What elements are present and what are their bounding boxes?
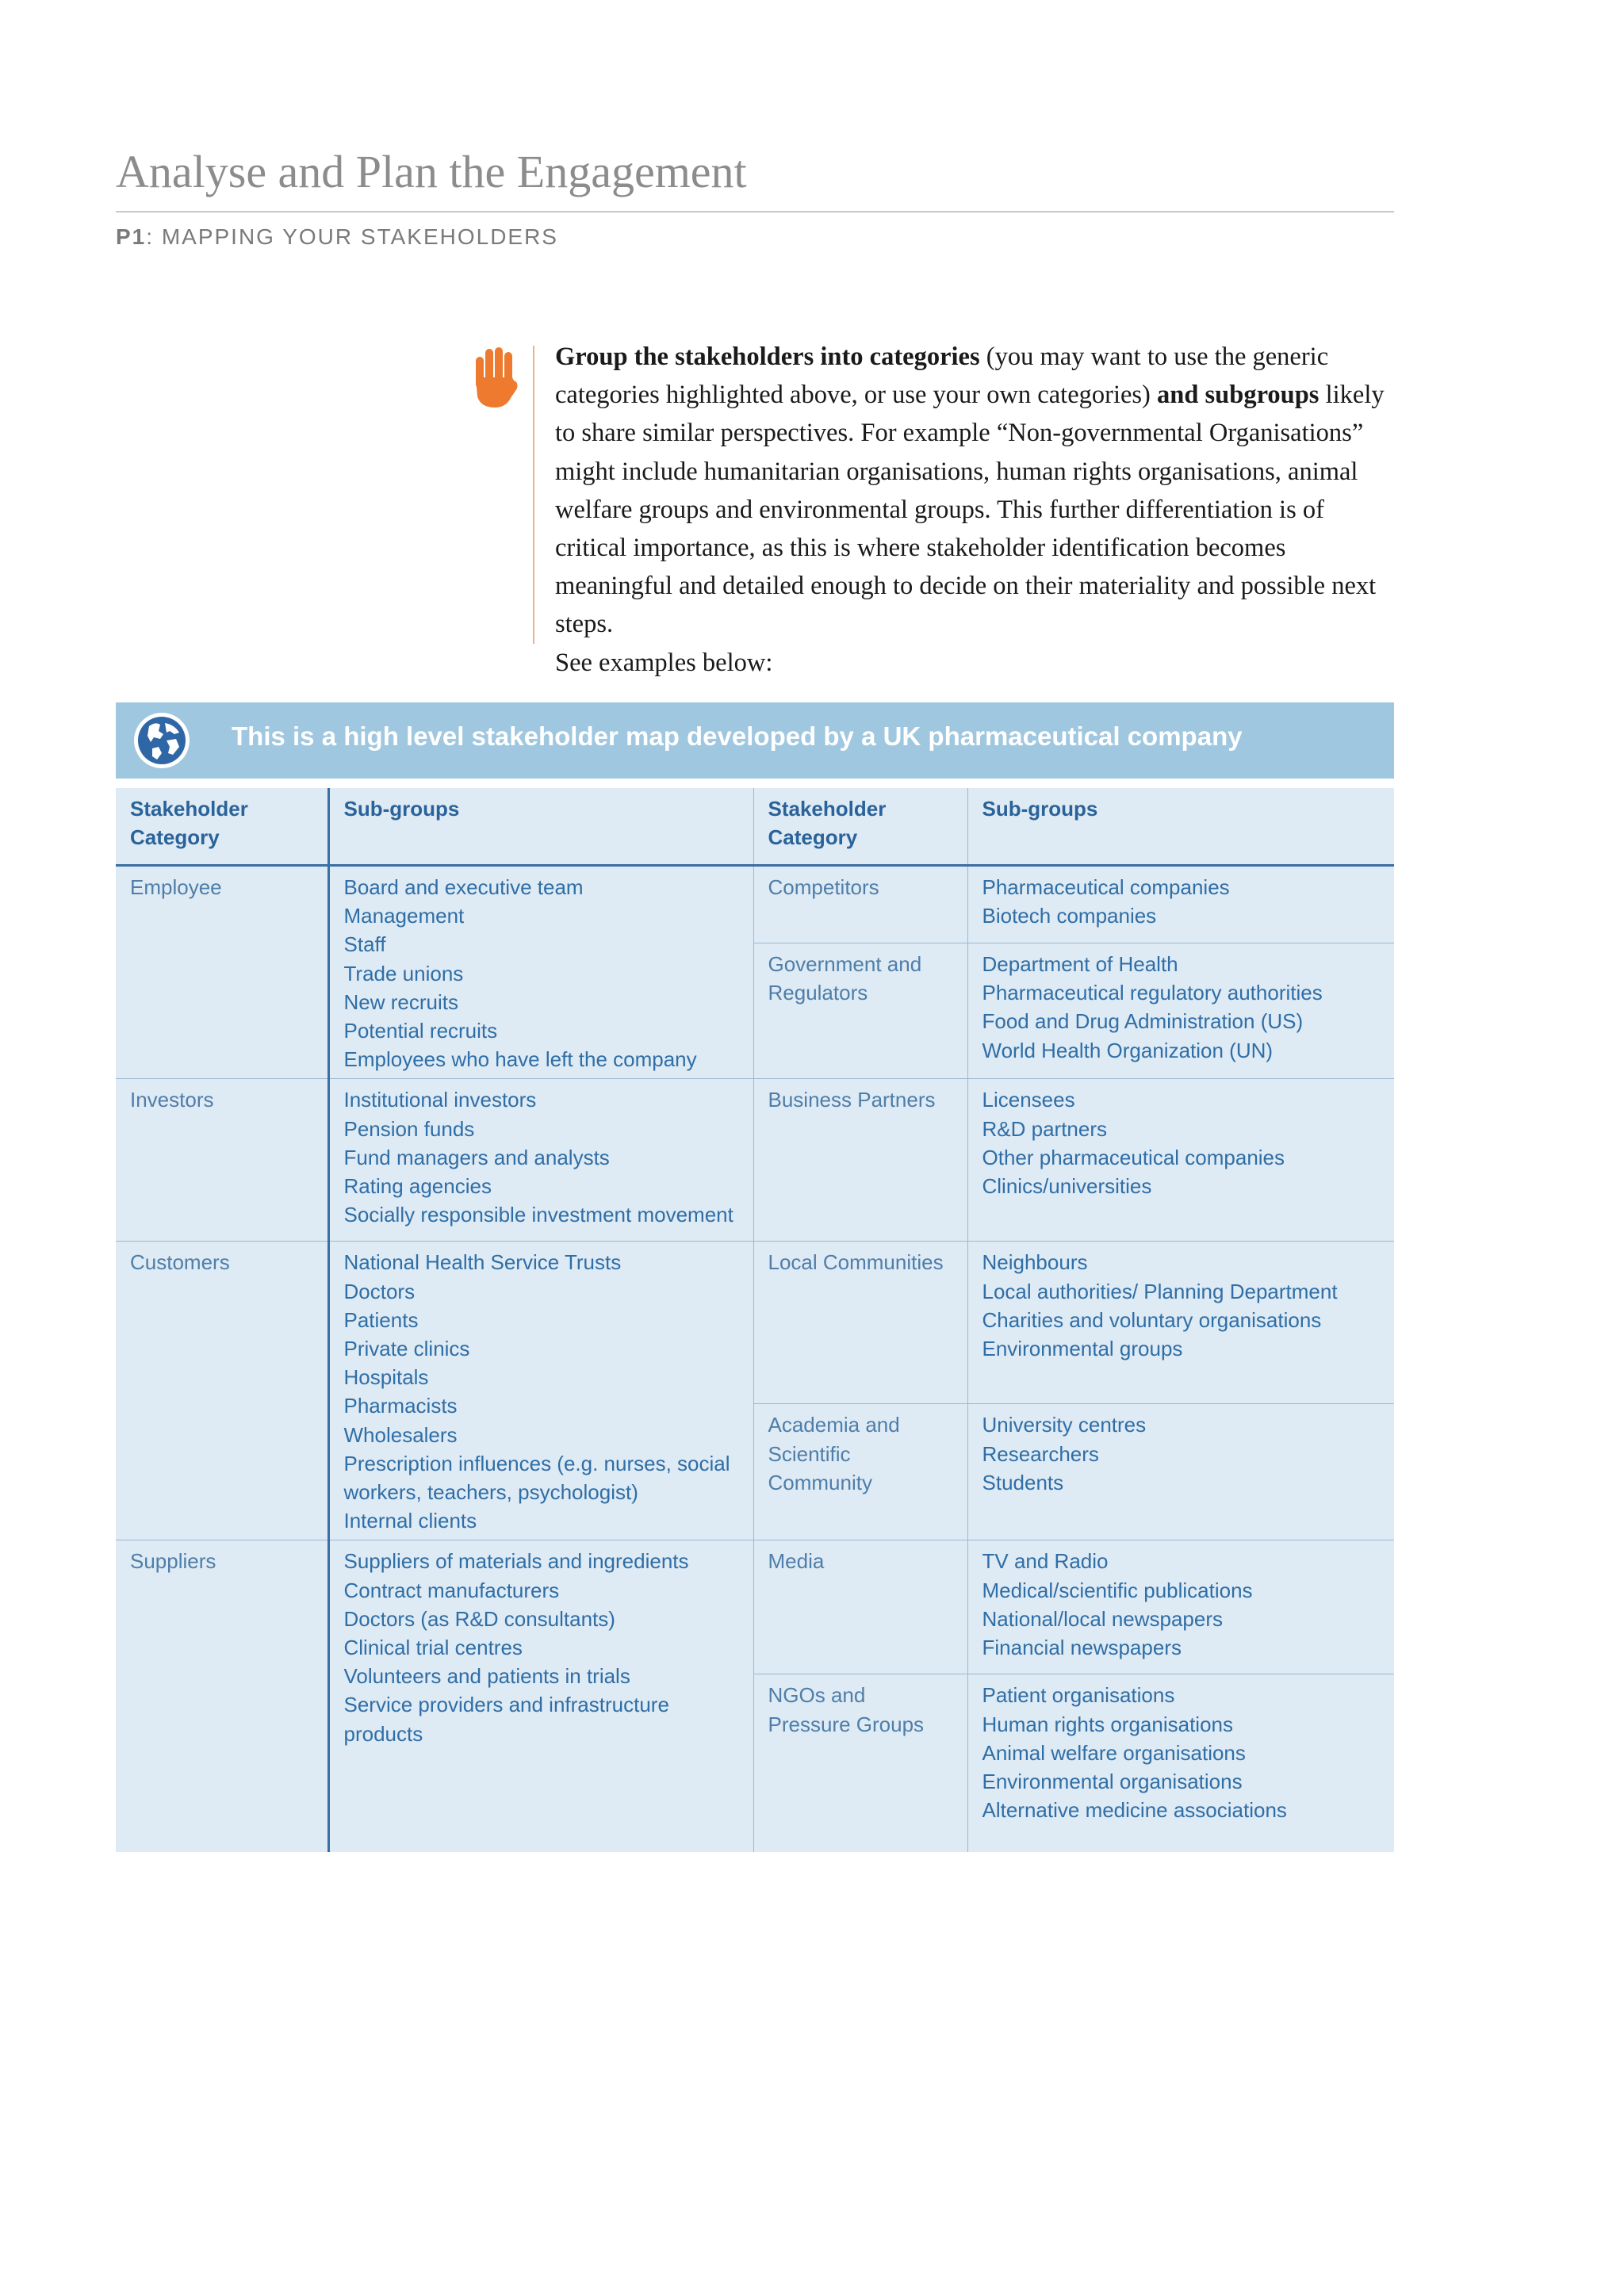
table-row — [116, 1540, 1394, 1674]
subgroup-item: Pension funds — [343, 1116, 475, 1141]
subgroup-item: Pharmacists — [343, 1394, 458, 1418]
subgroup-item: Service providers and infrastructure products — [343, 1693, 669, 1746]
subgroup-list — [982, 1410, 1381, 1497]
callout-text-2: likely to share similar perspectives. For example “Non-governmental Organisations” might include humanitarian organisations, human rights organisations, animal welfare groups and environmental groups. This further differentiation is of critical importance, as this is where stakeholder identification becomes meaningful and detailed enough to decide on their materiality and possible next steps. — [555, 381, 1385, 639]
subgroup-item: Department of Health — [982, 952, 1178, 976]
callout-bold-2: and subgroups — [1157, 381, 1320, 410]
subgroup-item: Pharmaceutical regulatory authorities — [982, 981, 1323, 1005]
subgroup-list — [982, 1248, 1381, 1363]
header-sub-groups-2: Sub-groups — [967, 788, 1394, 866]
header-stakeholder-category-2: Stakeholder Category — [753, 788, 967, 866]
subgroup-item: Doctors — [343, 1279, 416, 1303]
subgroup-item: National/local newspapers — [982, 1606, 1224, 1631]
subgroup-item: Human rights organisations — [982, 1712, 1233, 1736]
page-title: Analyse and Plan the Engagement — [116, 146, 747, 197]
category-cell: Academia and Scientific Community — [753, 1404, 967, 1540]
table-banner — [116, 702, 1394, 779]
subgroup-list — [982, 1681, 1381, 1824]
subgroup-item: Fund managers and analysts — [343, 1145, 610, 1169]
category-cell: Business Partners — [753, 1079, 967, 1242]
subgroup-list — [982, 873, 1381, 930]
stakeholder-table — [116, 788, 1394, 1852]
subgroup-item: Internal clients — [343, 1509, 477, 1533]
subgroup-item: Prescription influences (e.g. nurses, social workers, teachers, psychologist) — [343, 1451, 730, 1505]
subgroup-item: Environmental organisations — [982, 1770, 1243, 1794]
section-code: P1 — [116, 224, 147, 249]
subgroup-item: Rating agencies — [343, 1174, 492, 1199]
subgroups-cell — [328, 1242, 753, 1540]
callout-text — [555, 338, 1388, 682]
header-sub-groups: Sub-groups — [328, 788, 753, 866]
table-row — [116, 1242, 1394, 1404]
section-label — [116, 224, 558, 250]
subgroups-cell — [967, 1079, 1394, 1242]
subgroup-item: Contract manufacturers — [343, 1578, 560, 1602]
subgroups-cell — [967, 943, 1394, 1079]
hand-icon — [473, 346, 519, 409]
subgroup-list — [344, 873, 739, 1073]
subgroup-item: Researchers — [982, 1441, 1099, 1466]
subgroup-item: Clinics/universities — [982, 1174, 1152, 1199]
subgroup-item: Doctors (as R&D consultants) — [343, 1606, 615, 1631]
subgroup-list — [982, 950, 1381, 1065]
subgroup-item: Charities and voluntary organisations — [982, 1307, 1322, 1332]
category-cell: Local Communities — [753, 1242, 967, 1404]
subgroups-cell — [967, 866, 1394, 943]
subgroup-item: University centres — [982, 1413, 1147, 1437]
category-cell: Competitors — [753, 866, 967, 943]
subgroup-item: Local authorities/ Planning Department — [982, 1279, 1338, 1303]
category-cell: Suppliers — [116, 1540, 328, 1853]
subgroup-item: Clinical trial centres — [343, 1636, 523, 1660]
subgroup-item: Wholesalers — [343, 1422, 458, 1447]
category-cell: NGOs and Pressure Groups — [753, 1674, 967, 1853]
category-cell: Government and Regulators — [753, 943, 967, 1079]
subgroup-item: Neighbours — [982, 1250, 1088, 1275]
callout-rule — [533, 346, 534, 644]
subgroup-item: Animal welfare organisations — [982, 1740, 1246, 1765]
subgroup-item: Licensees — [982, 1088, 1075, 1112]
subgroup-item: Socially responsible investment movement — [343, 1203, 733, 1227]
subgroup-item: Patients — [343, 1307, 419, 1332]
section-name: MAPPING YOUR STAKEHOLDERS — [161, 224, 558, 249]
category-cell: Investors — [116, 1079, 328, 1242]
subgroup-item: Pharmaceutical companies — [982, 875, 1230, 899]
subgroup-item: Institutional investors — [343, 1088, 537, 1112]
subgroup-item: Board and executive team — [343, 875, 584, 899]
subgroup-list — [344, 1547, 739, 1747]
subgroup-item: Alternative medicine associations — [982, 1798, 1287, 1823]
section-separator: : — [146, 224, 162, 249]
callout-bold-1: Group the stakeholders into categories — [555, 342, 980, 371]
subgroup-item: National Health Service Trusts — [343, 1250, 622, 1275]
subgroup-item: Management — [343, 904, 465, 928]
subgroup-item: Other pharmaceutical companies — [982, 1145, 1285, 1169]
subgroup-item: Students — [982, 1470, 1064, 1494]
subgroups-cell — [328, 1540, 753, 1853]
subgroup-item: Private clinics — [343, 1337, 470, 1361]
subgroup-item: World Health Organization (UN) — [982, 1038, 1274, 1062]
subgroups-cell — [328, 866, 753, 1079]
category-cell: Media — [753, 1540, 967, 1674]
subgroup-item: Suppliers of materials and ingredients — [343, 1549, 689, 1574]
banner-title: This is a high level stakeholder map developed by a UK pharmaceutical company — [232, 721, 1243, 751]
subgroup-item: R&D partners — [982, 1116, 1107, 1141]
header-stakeholder-category: Stakeholder Category — [116, 788, 328, 866]
subgroups-cell — [967, 1404, 1394, 1540]
subgroup-list — [344, 1085, 739, 1229]
subgroup-item: Biotech companies — [982, 904, 1157, 928]
title-divider — [116, 211, 1394, 212]
table-row — [116, 866, 1394, 943]
subgroups-cell — [967, 1674, 1394, 1853]
table-row — [116, 1079, 1394, 1242]
globe-icon — [133, 712, 190, 769]
subgroup-item: Medical/scientific publications — [982, 1578, 1253, 1602]
subgroup-list — [982, 1547, 1381, 1662]
subgroup-item: New recruits — [343, 989, 458, 1014]
subgroup-item: Volunteers and patients in trials — [343, 1664, 630, 1689]
subgroup-list — [982, 1085, 1381, 1200]
subgroups-cell — [967, 1540, 1394, 1674]
subgroup-item: Environmental groups — [982, 1337, 1183, 1361]
subgroup-item: Food and Drug Administration (US) — [982, 1009, 1304, 1034]
callout-text-1: (you may want to use the generic categories highlighted above, or use your own categories) — [555, 342, 1329, 410]
category-cell: Customers — [116, 1242, 328, 1540]
subgroup-item: Employees who have left the company — [343, 1047, 697, 1072]
subgroups-cell — [328, 1079, 753, 1242]
subgroup-item: Hospitals — [343, 1365, 429, 1390]
callout-text-3: See examples below: — [555, 648, 773, 677]
subgroup-item: Patient organisations — [982, 1683, 1175, 1708]
subgroups-cell — [967, 1242, 1394, 1404]
subgroup-item: Financial newspapers — [982, 1636, 1182, 1660]
subgroup-list — [344, 1248, 739, 1535]
table-header-row — [116, 788, 1394, 866]
subgroup-item: TV and Radio — [982, 1549, 1109, 1574]
subgroup-item: Staff — [343, 932, 386, 957]
subgroup-item: Trade unions — [343, 961, 464, 985]
subgroup-item: Potential recruits — [343, 1019, 498, 1043]
category-cell: Employee — [116, 866, 328, 1079]
